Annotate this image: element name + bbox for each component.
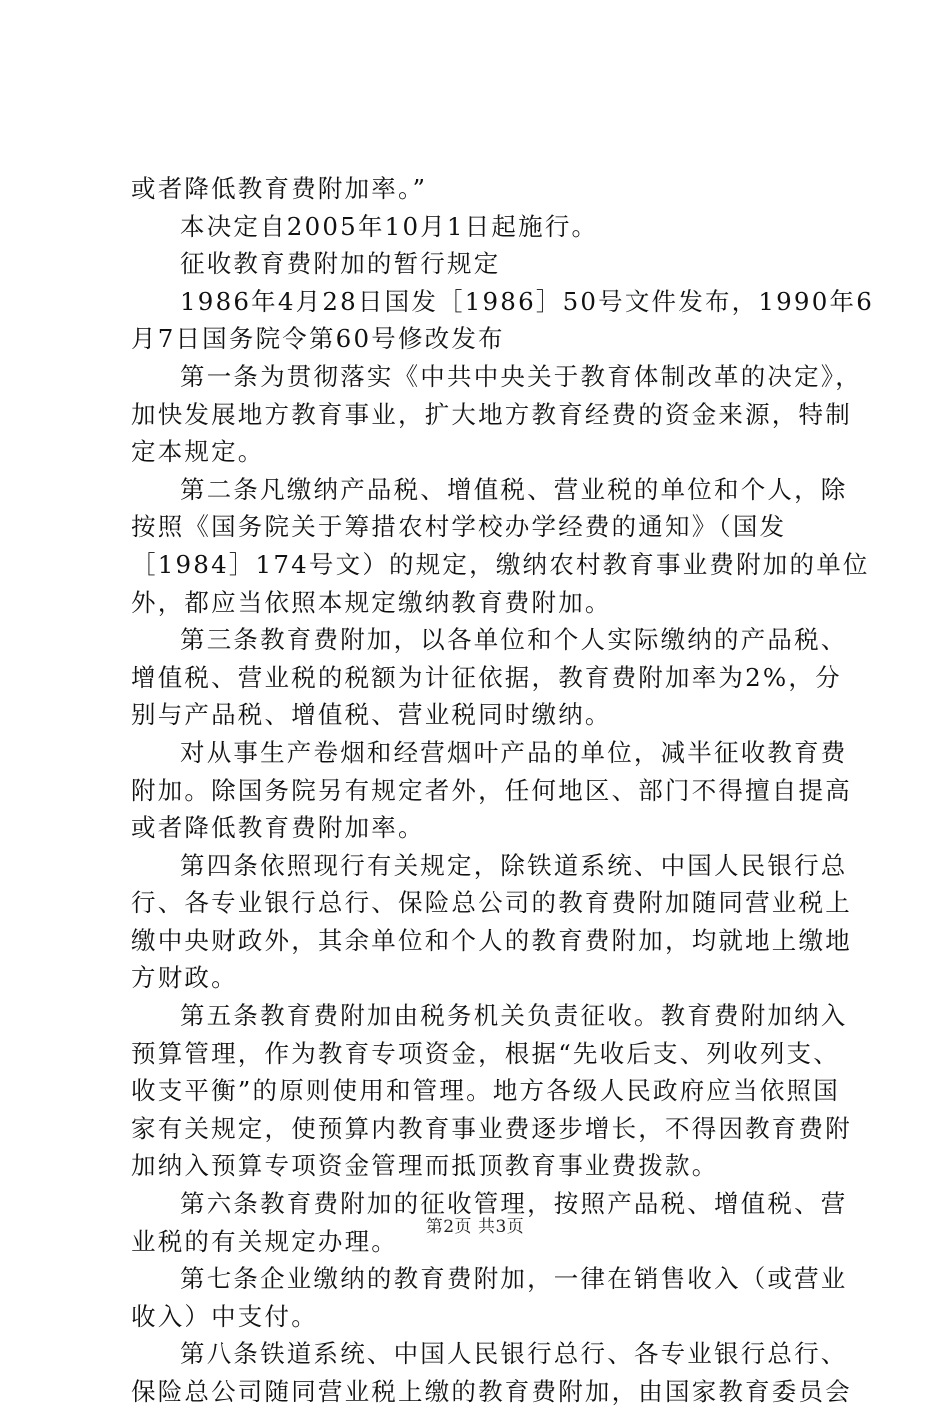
text-line: 业税的有关规定办理。 bbox=[131, 1226, 398, 1256]
text-line: 缴中央财政外，其余单位和个人的教育费附加，均就地上缴地 bbox=[131, 925, 852, 955]
text-line: 1986年4月28日国发［1986］50号文件发布，1990年6 bbox=[180, 286, 874, 316]
text-line: 预算管理，作为教育专项资金，根据“先收后支、列收列支、 bbox=[131, 1038, 840, 1068]
text-line: 第三条教育费附加，以各单位和个人实际缴纳的产品税、 bbox=[180, 625, 848, 655]
text-line: 增值税、营业税的税额为计征依据，教育费附加率为2%，分 bbox=[131, 662, 842, 692]
text-line: 保险总公司随同营业税上缴的教育费附加，由国家教育委员会 bbox=[131, 1377, 852, 1406]
text-line: 行、各专业银行总行、保险总公司的教育费附加随同营业税上 bbox=[131, 888, 852, 918]
text-line: ［1984］174号文）的规定，缴纳农村教育事业费附加的单位 bbox=[131, 549, 870, 579]
text-line: 第六条教育费附加的征收管理，按照产品税、增值税、营 bbox=[180, 1189, 848, 1219]
text-line: 第一条为贯彻落实《中共中央关于教育体制改革的决定》， bbox=[180, 361, 862, 391]
page-footer: 第2页 共3页 bbox=[425, 1217, 525, 1237]
text-line: 家有关规定，使预算内教育事业费逐步增长，不得因教育费附 bbox=[131, 1113, 852, 1143]
text-line: 按照《国务院关于筹措农村学校办学经费的通知》（国发 bbox=[131, 512, 787, 542]
text-line: 加纳入预算专项资金管理而抵顶教育事业费拨款。 bbox=[131, 1151, 719, 1181]
text-line: 收入）中支付。 bbox=[131, 1301, 318, 1331]
text-line: 对从事生产卷烟和经营烟叶产品的单位，减半征收教育费 bbox=[180, 737, 848, 767]
text-line: 第八条铁道系统、中国人民银行总行、各专业银行总行、 bbox=[180, 1339, 848, 1369]
text-line: 本决定自2005年10月1日起施行。 bbox=[180, 211, 599, 241]
text-line: 收支平衡”的原则使用和管理。地方各级人民政府应当依照国 bbox=[131, 1076, 840, 1106]
text-line: 第五条教育费附加由税务机关负责征收。教育费附加纳入 bbox=[180, 1001, 848, 1031]
text-line: 外，都应当依照本规定缴纳教育费附加。 bbox=[131, 587, 612, 617]
text-line: 第四条依照现行有关规定，除铁道系统、中国人民银行总 bbox=[180, 850, 848, 880]
text-line: 或者降低教育费附加率。” bbox=[131, 174, 428, 203]
text-line: 征收教育费附加的暂行规定 bbox=[180, 249, 501, 279]
text-line: 第七条企业缴纳的教育费附加，一律在销售收入（或营业 bbox=[180, 1264, 848, 1294]
text-line: 第二条凡缴纳产品税、增值税、营业税的单位和个人，除 bbox=[180, 474, 848, 504]
text-line: 附加。除国务院另有规定者外，任何地区、部门不得擅自提高 bbox=[131, 775, 852, 805]
text-line: 或者降低教育费附加率。 bbox=[131, 813, 425, 843]
text-line: 定本规定。 bbox=[131, 437, 265, 467]
text-line: 方财政。 bbox=[131, 963, 238, 993]
text-line: 别与产品税、增值税、营业税同时缴纳。 bbox=[131, 700, 612, 730]
text-line: 月7日国务院令第60号修改发布 bbox=[131, 324, 505, 354]
text-line: 加快发展地方教育事业，扩大地方教育经费的资金来源，特制 bbox=[131, 399, 852, 429]
